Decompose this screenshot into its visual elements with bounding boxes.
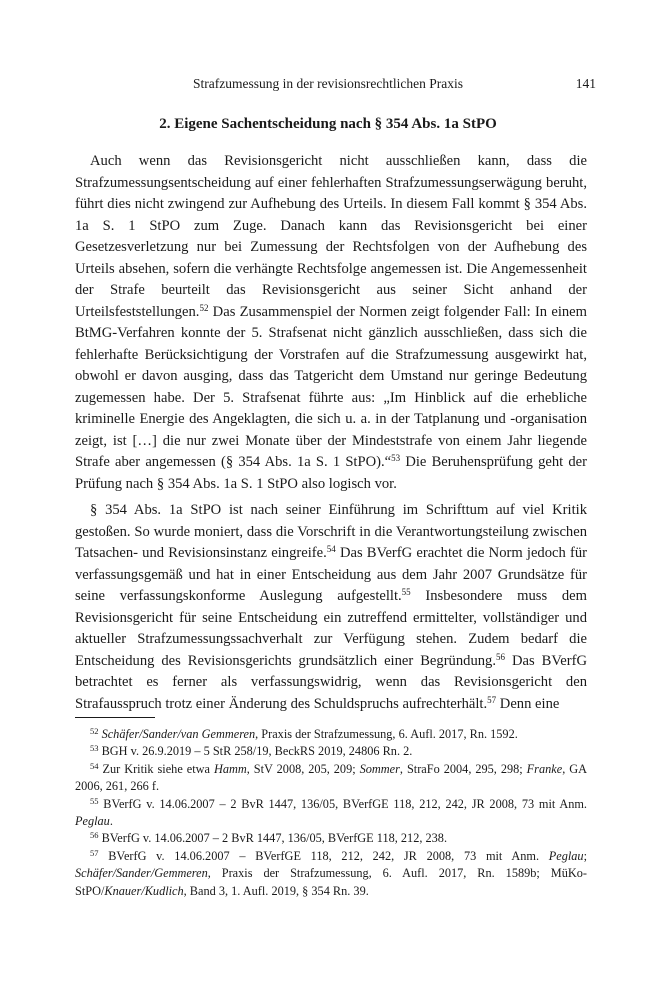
footnote-text: , StraFo 2004, 295, 298;	[399, 761, 527, 776]
paragraph-2-text-e: Denn eine	[496, 695, 560, 712]
footnote-text: Zur Kritik siehe etwa	[102, 761, 214, 776]
footnote-52	[75, 726, 587, 743]
footnote-number: 55	[90, 795, 99, 806]
footnote-ref-57[interactable]: 57	[487, 694, 497, 705]
author-name: Franke	[526, 761, 563, 776]
paragraph-1-text-c: Die Beruhensprüfung geht der Prüfung nach § 354 Abs. 1a S. 1 StPO also logisch vor.	[75, 454, 588, 492]
footnote-text: BVerfG v. 14.06.2007 – BVerfGE 118, 212, 242, JR 2008, 73 mit Anm.	[108, 848, 549, 863]
author-name: Sommer	[359, 761, 400, 776]
author-name: Hamm	[213, 761, 247, 776]
paragraph-2-text-a: § 354 Abs. 1a StPO ist nach seiner Einführung im Schrifttum auf viel Kritik gestoßen. So wurde moniert, dass die Vorschrift in die Verantwortungsteilung zwischen Tatsachen- und Revisionsinstanz eingreife.	[75, 502, 587, 561]
footnote-text: , Praxis der Strafzumessung, 6. Aufl. 2017, Rn. 1589b; MüKo-StPO/	[75, 866, 587, 898]
footnote-53	[75, 743, 587, 760]
footnote-number: 53	[90, 743, 99, 754]
paragraph-2-text-c: Insbesondere muss dem Revisionsgericht für seine Entscheidung ein zutreffend ermittelter, vollständiger und aktueller Strafzumessungssachverhalt zur Verfügung stehen. Zudem bedarf die Entscheidung des Revisionsgerichts grundsätzlich einer Begründung.	[75, 588, 587, 669]
section-heading: 2. Eigene Sachentscheidung nach § 354 Abs. 1a StPO	[159, 116, 497, 132]
footnotes	[75, 726, 587, 900]
footnote-separator	[75, 717, 155, 718]
footnote-ref-53[interactable]: 53	[391, 453, 401, 463]
footnote-56	[75, 830, 587, 847]
footnote-ref-54[interactable]: 54	[326, 544, 336, 554]
footnote-text: , Praxis der Strafzumessung, 6. Aufl. 2017, Rn. 1592.	[255, 727, 518, 741]
footnote-number: 56	[90, 830, 99, 841]
author-name: Knauer/Kudlich	[104, 883, 184, 898]
footnote-57	[75, 848, 587, 900]
paragraph-2-text-d: Das BVerfG betrachtet es ferner als verfassungswidrig, wenn das Revisionsgericht den Strafausspruch trotz einer Änderung des Schuldspruchs aufrechterhält.	[75, 652, 587, 712]
author-name: Peglau	[75, 814, 110, 829]
paragraph-1-text-b: Das Zusammenspiel der Normen zeigt folgender Fall: In einem BtMG-Verfahren konnte der 5. Strafsenat nicht gänzlich ausschließen, dass sich die fehlerhafte Berücksichtigung der Vorstrafen auf die Strafzumessung ausgewirkt hat, obwohl er davon ausging, dass das Tatgericht dem Umstand nur geringe Bedeutung zugemessen habe. Der 5. Strafsenat führte aus: „Im Hinblick auf die erhebliche kriminelle Energie des Angeklagten, die sich u. a. in der Tatplanung und -organisation zeigt, ist […] die nur zwei Monate über der Mindeststrafe von einem Jahr liegende Strafe aber angemessen (§ 354 Abs. 1a S. 1 StPO).“	[75, 303, 587, 470]
footnote-number: 54	[90, 760, 99, 771]
footnote-ref-55[interactable]: 55	[401, 587, 411, 597]
footnote-text: .	[109, 814, 113, 829]
body-text	[75, 151, 587, 715]
footnote-text: ;	[583, 848, 588, 863]
footnote-text: , GA 2006, 261, 266 f.	[75, 761, 587, 794]
footnote-55	[75, 796, 587, 831]
paragraph-1-text-a: Auch wenn das Revisionsgericht nicht ausschließen kann, dass die Strafzumessungsentscheidung auf einer fehlerhaften Strafzumessungserwägung beruht, führt dies nicht zwingend zur Aufhebung des Urteils. In diesem Fall kommt § 354 Abs. 1a S. 1 StPO zum Zuge. Danach kann das Revisionsgericht bei einer Gesetzesverletzung nur bei Zumessung der Rechtsfolgen von der Aufhebung des Urteils absehen, sofern die verhängte Rechtsfolge angemessen ist. Die Angemessenheit der Strafe beurteilt das Revisionsgericht aus seiner Sicht anhand der Urteilsfeststellungen.	[75, 153, 587, 320]
paragraph-2-text-b: Das BVerfG erachtet die Norm jedoch für verfassungsgemäß und hat in einer Entscheidung aus dem Jahr 2007 Grundsätze für seine verfassungskonforme Auslegung aufgestellt.	[75, 545, 587, 604]
paragraph-2	[75, 500, 587, 715]
author-name: Schäfer/Sander/van Gemmeren	[101, 727, 256, 741]
paragraph-1	[75, 151, 587, 495]
author-name: Peglau	[548, 848, 584, 863]
author-name: Schäfer/Sander/Gemmeren	[75, 866, 208, 881]
footnote-text: BGH v. 26.9.2019 – 5 StR 258/19, BeckRS 2019, 24806 Rn. 2.	[101, 744, 413, 759]
footnote-54	[75, 761, 587, 796]
running-title: Strafzumessung in der revisionsrechtlichen Praxis	[193, 76, 463, 91]
footnote-text: BVerfG v. 14.06.2007 – 2 BvR 1447, 136/05, BVerfGE 118, 212, 238.	[101, 831, 448, 846]
footnote-ref-52[interactable]: 52	[199, 302, 209, 313]
footnote-number: 52	[90, 726, 99, 736]
footnote-ref-56[interactable]: 56	[496, 651, 505, 662]
footnote-text: , Band 3, 1. Aufl. 2019, § 354 Rn. 39.	[183, 883, 369, 898]
footnote-number: 57	[90, 847, 99, 858]
footnote-text: BVerfG v. 14.06.2007 – 2 BvR 1447, 136/05, BVerfGE 118, 212, 242, JR 2008, 73 mit Anm.	[103, 796, 587, 811]
footnote-text: , StV 2008, 205, 209;	[246, 761, 360, 776]
page-number: 141	[575, 76, 596, 91]
